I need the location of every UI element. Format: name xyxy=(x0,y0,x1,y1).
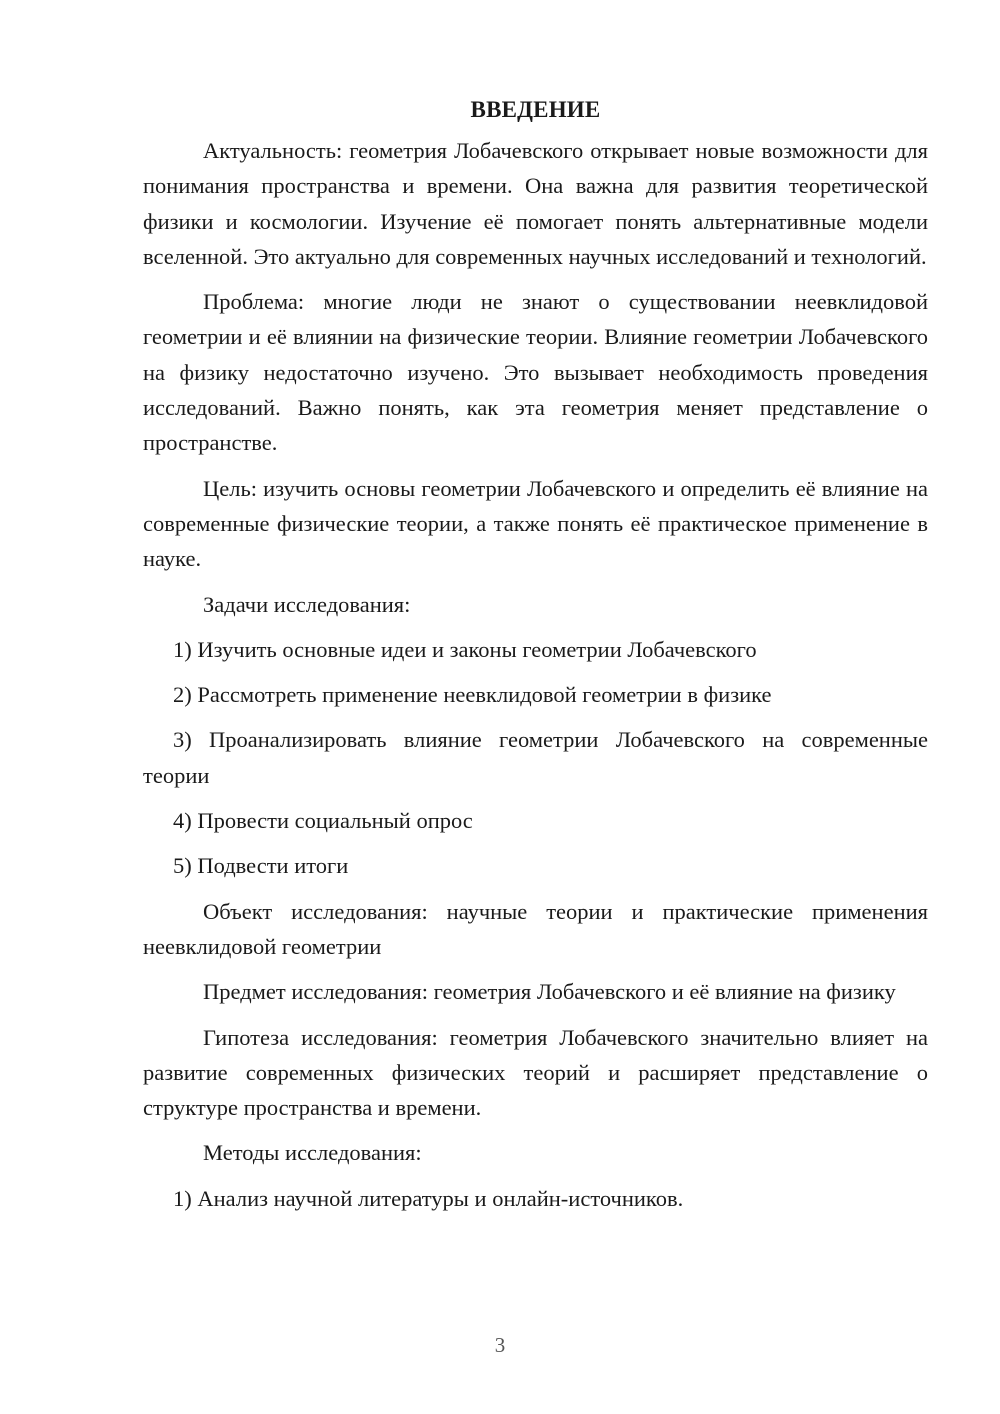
tasks-heading: Задачи исследования: xyxy=(203,591,411,617)
relevance-paragraph: Актуальность: геометрия Лобачевского открывает новые возможности для понимания пространства и времени. Она важна для развития теоретической физики и космологии. Изучение её помогает понять альтернативные модели вселенной. Это актуально для современных научных исследований и технологий. xyxy=(143,138,928,269)
subject-paragraph: Предмет исследования: геометрия Лобачевского и её влияние на физику xyxy=(203,979,896,1005)
page-title: ВВЕДЕНИЕ xyxy=(470,97,601,122)
method-item-1: 1) Анализ научной литературы и онлайн-источников. xyxy=(173,1185,684,1211)
task-item-2: 2) Рассмотреть применение неевклидовой геометрии в физике xyxy=(173,682,772,708)
goal-paragraph: Цель: изучить основы геометрии Лобачевского и определить её влияние на современные физические теории, а также понять её практическое применение в науке. xyxy=(143,475,928,572)
problem-paragraph: Проблема: многие люди не знают о существовании неевклидовой геометрии и её влиянии на физические теории. Влияние геометрии Лобачевского на физику недостаточно изучено. Это вызывает необходимость проведения исследований. Важно понять, как эта геометрия меняет представление о пространстве. xyxy=(143,289,928,456)
methods-heading: Методы исследования: xyxy=(203,1140,422,1166)
task-item-4: 4) Провести социальный опрос xyxy=(173,808,473,834)
object-paragraph: Объект исследования: научные теории и практические применения неевклидовой геометрии xyxy=(143,898,928,959)
document-page xyxy=(143,92,928,1226)
task-item-3: 3) Проанализировать влияние геометрии Лобачевского на современные теории xyxy=(143,727,928,788)
task-item-5: 5) Подвести итоги xyxy=(173,853,349,879)
page-number: 3 xyxy=(494,1333,506,1357)
hypothesis-paragraph: Гипотеза исследования: геометрия Лобачевского значительно влияет на развитие современных физических теорий и расширяет представление о структуре пространства и времени. xyxy=(143,1024,928,1121)
task-item-1: 1) Изучить основные идеи и законы геометрии Лобачевского xyxy=(173,636,757,662)
